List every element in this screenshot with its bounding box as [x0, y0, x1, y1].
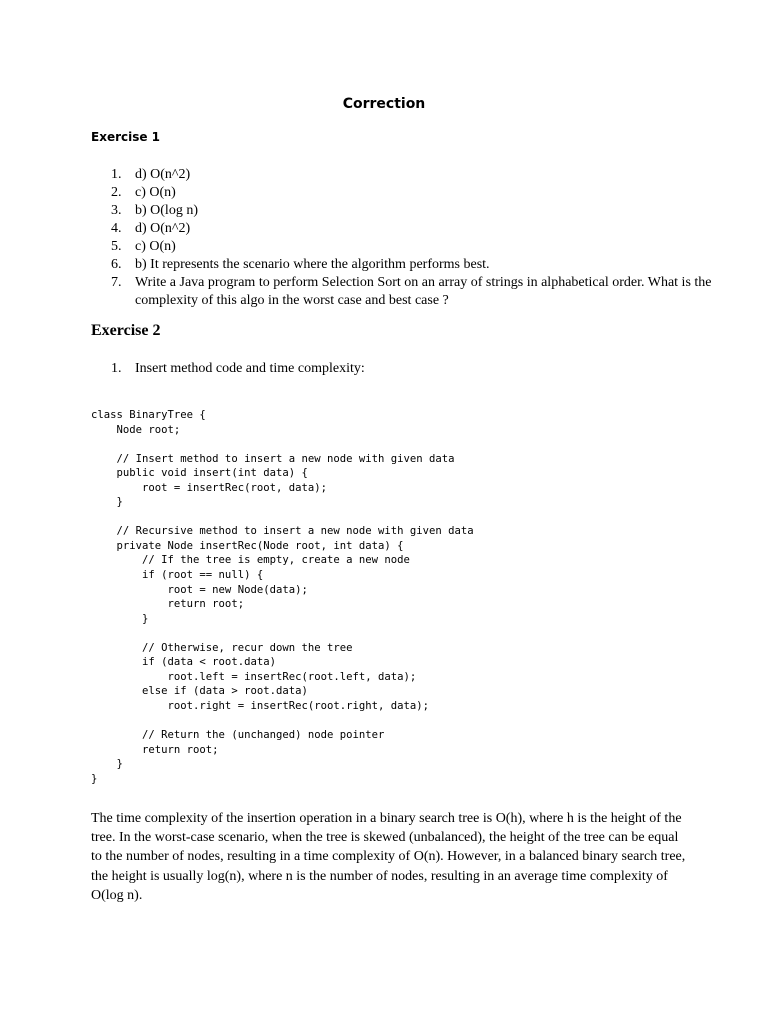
complexity-paragraph: The time complexity of the insertion operation in a binary search tree is O(h), where h is the height of the tree. In the worst-case scenario, when the tree is skewed (unbalanced), the height of the tree can be equal to the number of nodes, resulting in a time complexity of O(n). However, in a balanced binary search tree, the height is usually log(n), where n is the number of nodes, resulting in an average time complexity of O(log n). — [91, 811, 686, 903]
list-number: 1. — [111, 361, 122, 376]
code-line: return root; — [91, 743, 219, 756]
list-item — [91, 166, 745, 184]
code-line: root = new Node(data); — [91, 583, 308, 596]
code-line: // Return the (unchanged) node pointer — [91, 729, 385, 742]
code-line: } — [91, 772, 98, 785]
list-item — [91, 220, 745, 238]
list-item-text: Write a Java program to perform Selection Sort on an array of strings in alphabetical order. What is the complexity of this algo in the worst case and best case ? — [135, 275, 712, 308]
list-item-text: c) O(n) — [135, 185, 176, 200]
code-line — [91, 626, 474, 641]
list-item — [91, 238, 745, 256]
list-item-text: b) It represents the scenario where the algorithm performs best. — [135, 257, 490, 272]
list-item — [91, 202, 745, 220]
list-number: 1. — [111, 167, 122, 182]
page-title: Correction — [342, 96, 426, 112]
code-line: // Insert method to insert a new node with given data — [91, 452, 455, 465]
code-line: } — [91, 612, 149, 625]
code-line — [91, 713, 474, 728]
code-line: class BinaryTree { — [91, 409, 206, 421]
exercise-1-answer-list — [91, 166, 745, 310]
code-line — [91, 437, 474, 452]
code-line: // If the tree is empty, create a new node — [91, 554, 410, 567]
list-item — [91, 274, 745, 310]
list-item-text: c) O(n) — [135, 239, 176, 254]
code-line: root = insertRec(root, data); — [91, 481, 327, 494]
code-line: else if (data > root.data) — [91, 685, 308, 698]
list-item-text: Insert method code and time complexity: — [135, 361, 365, 376]
list-item — [91, 360, 745, 378]
code-line: // Otherwise, recur down the tree — [91, 641, 353, 654]
list-number: 7. — [111, 275, 122, 290]
code-line: root.right = insertRec(root.right, data); — [91, 699, 430, 712]
code-line: } — [91, 496, 123, 509]
list-number: 2. — [111, 185, 122, 200]
list-item — [91, 256, 745, 274]
list-number: 5. — [111, 239, 122, 254]
code-line: root.left = insertRec(root.left, data); — [91, 670, 417, 683]
code-line: if (data < root.data) — [91, 656, 276, 669]
code-line: } — [91, 758, 123, 771]
code-line: return root; — [91, 598, 245, 611]
list-number: 6. — [111, 257, 122, 272]
list-item-text: b) O(log n) — [135, 203, 198, 218]
list-number: 4. — [111, 221, 122, 236]
code-line — [91, 510, 474, 525]
list-item — [91, 184, 745, 202]
code-block — [91, 408, 474, 786]
code-line: public void insert(int data) { — [91, 467, 308, 480]
exercise-2-heading: Exercise 2 — [91, 322, 161, 339]
code-line: if (root == null) { — [91, 569, 264, 582]
exercise-1-heading: Exercise 1 — [91, 130, 161, 144]
code-line: // Recursive method to insert a new node with given data — [91, 525, 474, 538]
code-line: private Node insertRec(Node root, int data) { — [91, 539, 404, 552]
list-item-text: d) O(n^2) — [135, 221, 191, 236]
exercise-2-answer-list — [91, 360, 745, 378]
code-line: Node root; — [91, 423, 181, 436]
list-item-text: d) O(n^2) — [135, 167, 191, 182]
list-number: 3. — [111, 203, 122, 218]
